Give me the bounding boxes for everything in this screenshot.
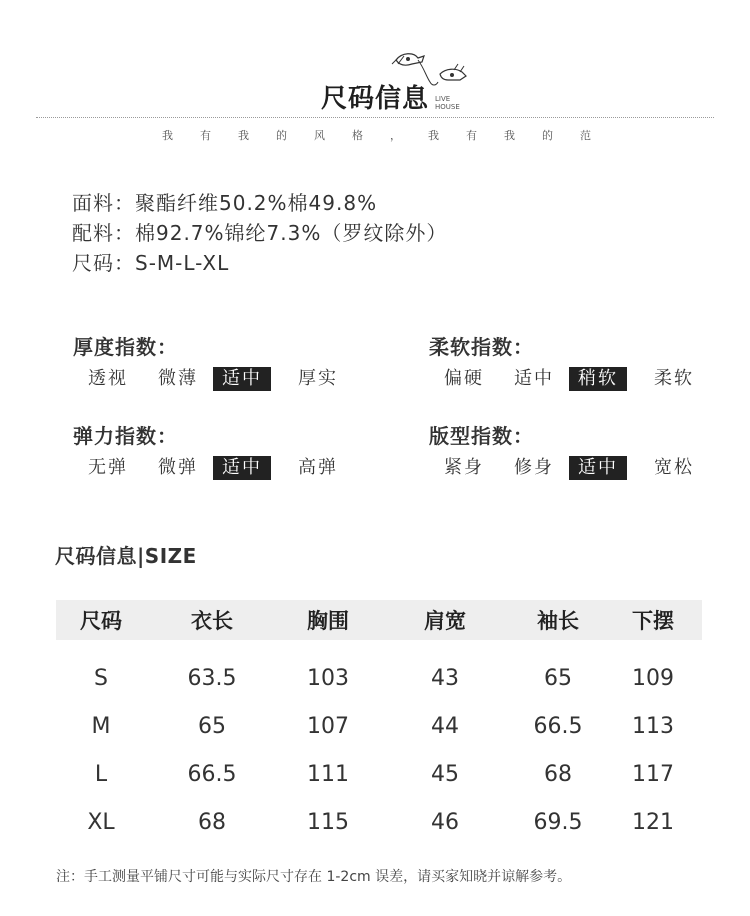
table-cell: 103 <box>307 665 349 691</box>
index-option-selected: 适中 <box>569 456 627 480</box>
table-cell: XL <box>87 809 115 835</box>
table-cell: 45 <box>431 761 459 787</box>
softness-index <box>429 333 709 391</box>
table-cell: S <box>94 665 108 691</box>
elasticity-index <box>73 422 353 480</box>
table-row <box>56 702 702 750</box>
index-title: 柔软指数： <box>429 335 534 359</box>
table-cell: 44 <box>431 713 459 739</box>
table-cell: M <box>91 713 111 739</box>
page-header <box>0 0 750 150</box>
table-cell: 113 <box>632 713 674 739</box>
index-option: 紧身 <box>444 457 484 478</box>
table-row <box>56 654 702 702</box>
brand-logo-line-2: HOUSE <box>435 103 460 111</box>
index-option: 微弹 <box>158 457 198 478</box>
index-options <box>73 367 353 391</box>
index-option: 高弹 <box>298 457 338 478</box>
index-options <box>429 456 709 480</box>
material-info <box>72 188 447 278</box>
column-header: 衣长 <box>191 609 233 633</box>
table-cell: 66.5 <box>187 761 237 787</box>
brand-logo-line-1: LIVE <box>435 95 451 103</box>
size-table <box>56 600 702 846</box>
table-cell: 111 <box>307 761 349 787</box>
index-option-selected: 适中 <box>213 456 271 480</box>
index-option: 宽松 <box>654 457 694 478</box>
table-cell: 117 <box>632 761 674 787</box>
index-option: 微薄 <box>158 368 198 389</box>
measurement-note: 注：手工测量平铺尺寸可能与实际尺寸存在 1-2cm 误差，请买家知晓并谅解参考。 <box>56 869 572 885</box>
index-option: 透视 <box>88 368 128 389</box>
table-cell: 65 <box>544 665 572 691</box>
trim-line: 配料：棉92.7%锦纶7.3%（罗纹除外） <box>72 221 448 245</box>
table-cell: 68 <box>544 761 572 787</box>
index-options <box>73 456 353 480</box>
column-header: 尺码 <box>80 609 122 633</box>
table-cell: 66.5 <box>533 713 583 739</box>
index-option-selected: 适中 <box>213 367 271 391</box>
thickness-index <box>73 333 353 391</box>
table-cell: 43 <box>431 665 459 691</box>
column-header: 下摆 <box>632 609 674 633</box>
index-title: 弹力指数： <box>73 424 178 448</box>
brand-logo-text <box>435 95 460 111</box>
table-row <box>56 750 702 798</box>
index-option: 无弹 <box>88 457 128 478</box>
index-option: 修身 <box>514 457 554 478</box>
fit-index <box>429 422 709 480</box>
fabric-line: 面料：聚酯纤维50.2%棉49.8% <box>72 191 378 215</box>
table-cell: 115 <box>307 809 349 835</box>
size-range-line: 尺码：S-M-L-XL <box>72 251 230 275</box>
index-option: 厚实 <box>298 368 338 389</box>
table-cell: 69.5 <box>533 809 583 835</box>
index-option: 偏硬 <box>444 368 484 389</box>
table-cell: 46 <box>431 809 459 835</box>
table-cell: 121 <box>632 809 674 835</box>
table-cell: 65 <box>198 713 226 739</box>
table-cell: 63.5 <box>187 665 237 691</box>
index-option: 柔软 <box>654 368 694 389</box>
table-cell: 107 <box>307 713 349 739</box>
column-header: 胸围 <box>307 609 349 633</box>
page-title: 尺码信息 <box>320 84 429 114</box>
table-row <box>56 798 702 846</box>
header-divider <box>36 117 714 118</box>
slogan: 我有我的风格，我有我的范 <box>162 129 618 142</box>
size-section-heading: 尺码信息|SIZE <box>55 544 197 568</box>
table-cell: L <box>94 761 108 787</box>
table-cell: 109 <box>632 665 674 691</box>
index-title: 厚度指数： <box>73 335 178 359</box>
column-header: 肩宽 <box>424 609 466 633</box>
size-table-header <box>56 600 702 640</box>
table-cell: 68 <box>198 809 226 835</box>
index-options <box>429 367 709 391</box>
index-option: 适中 <box>514 368 554 389</box>
index-title: 版型指数： <box>429 424 534 448</box>
index-option-selected: 稍软 <box>569 367 627 391</box>
column-header: 袖长 <box>537 609 579 633</box>
